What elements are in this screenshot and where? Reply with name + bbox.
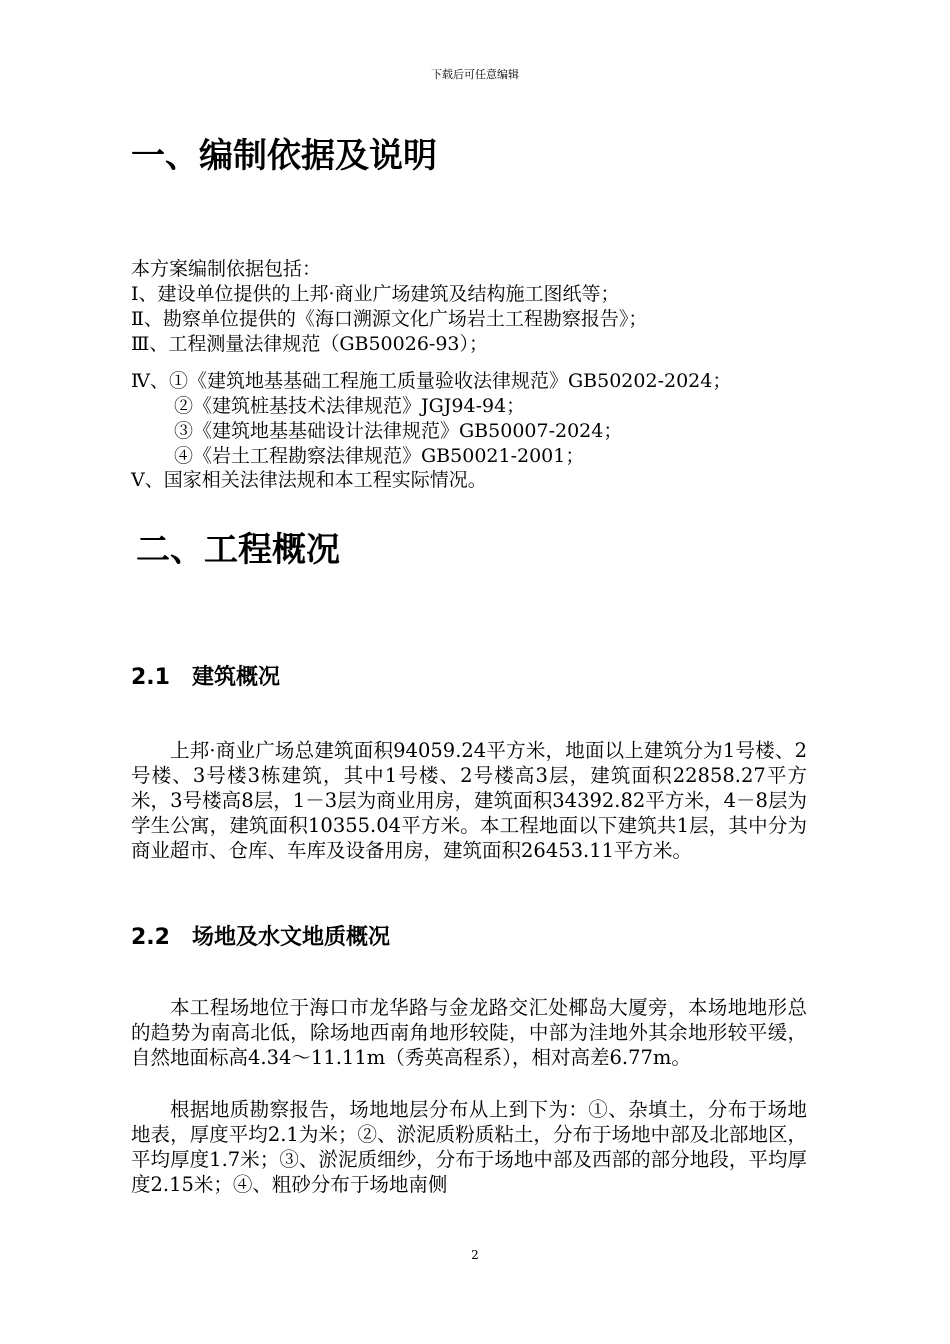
basis-item-2: Ⅱ、勘察单位提供的《海口溯源文化广场岩土工程勘察报告》； — [131, 308, 648, 330]
basis-item-1: Ⅰ、建设单位提供的上邦·商业广场建筑及结构施工图纸等； — [131, 283, 620, 305]
subsection-2-1-title: 2.1 建筑概况 — [131, 665, 280, 690]
basis-item-3: Ⅲ、工程测量法律规范（GB50026-93）； — [131, 333, 489, 355]
section-2-title: 二、工程概况 — [136, 530, 340, 570]
basis-item-4: Ⅳ、①《建筑地基基础工程施工质量验收法律规范》GB50202-2024； — [131, 370, 732, 392]
basis-item-4-3: ③《建筑地基基础设计法律规范》GB50007-2024； — [174, 420, 623, 442]
section-1-intro: 本方案编制依据包括： — [131, 258, 322, 280]
basis-item-4-4: ④《岩土工程勘察法律规范》GB50021-2001； — [174, 445, 585, 467]
basis-item-4-2: ②《建筑桩基技术法律规范》JGJ94-94； — [174, 395, 526, 417]
page-header: 下载后可任意编辑 — [431, 68, 519, 81]
section-1-title: 一、编制依据及说明 — [131, 136, 437, 176]
basis-item-5: Ⅴ、国家相关法律法规和本工程实际情况。 — [131, 469, 487, 491]
building-overview-paragraph: 上邦·商业广场总建筑面积94059.24平方米，地面以上建筑分为1号楼、2号楼、3号楼3栋建筑，其中1号楼、2号楼高3层，建筑面积22858.27平方米，3号楼高8层，1－3层为商业用房，建筑面积34392.82平方米，4－8层为学生公寓，建筑面积10355.04平方米。本工程地面以下建筑共1层，其中分为商业超市、仓库、车库及设备用房，建筑面积26453.11平方米。 — [131, 739, 807, 862]
geology-paragraph: 根据地质勘察报告，场地地层分布从上到下为：①、杂填土，分布于场地地表，厚度平均2.1为米；②、淤泥质粉质粘土，分布于场地中部及北部地区，平均厚度1.7米；③、淤泥质细纱，分布于场地中部及西部的部分地段，平均厚度2.15米；④、粗砂分布于场地南侧 — [131, 1098, 807, 1196]
site-overview-paragraph: 本工程场地位于海口市龙华路与金龙路交汇处椰岛大厦旁，本场地地形总的趋势为南高北低，除场地西南角地形较陡，中部为洼地外其余地形较平缓，自然地面标高4.34～11.11m（秀英高程系），相对高差6.77m。 — [131, 996, 807, 1069]
page-number: 2 — [471, 1248, 479, 1262]
subsection-2-2-title: 2.2 场地及水文地质概况 — [131, 925, 390, 950]
